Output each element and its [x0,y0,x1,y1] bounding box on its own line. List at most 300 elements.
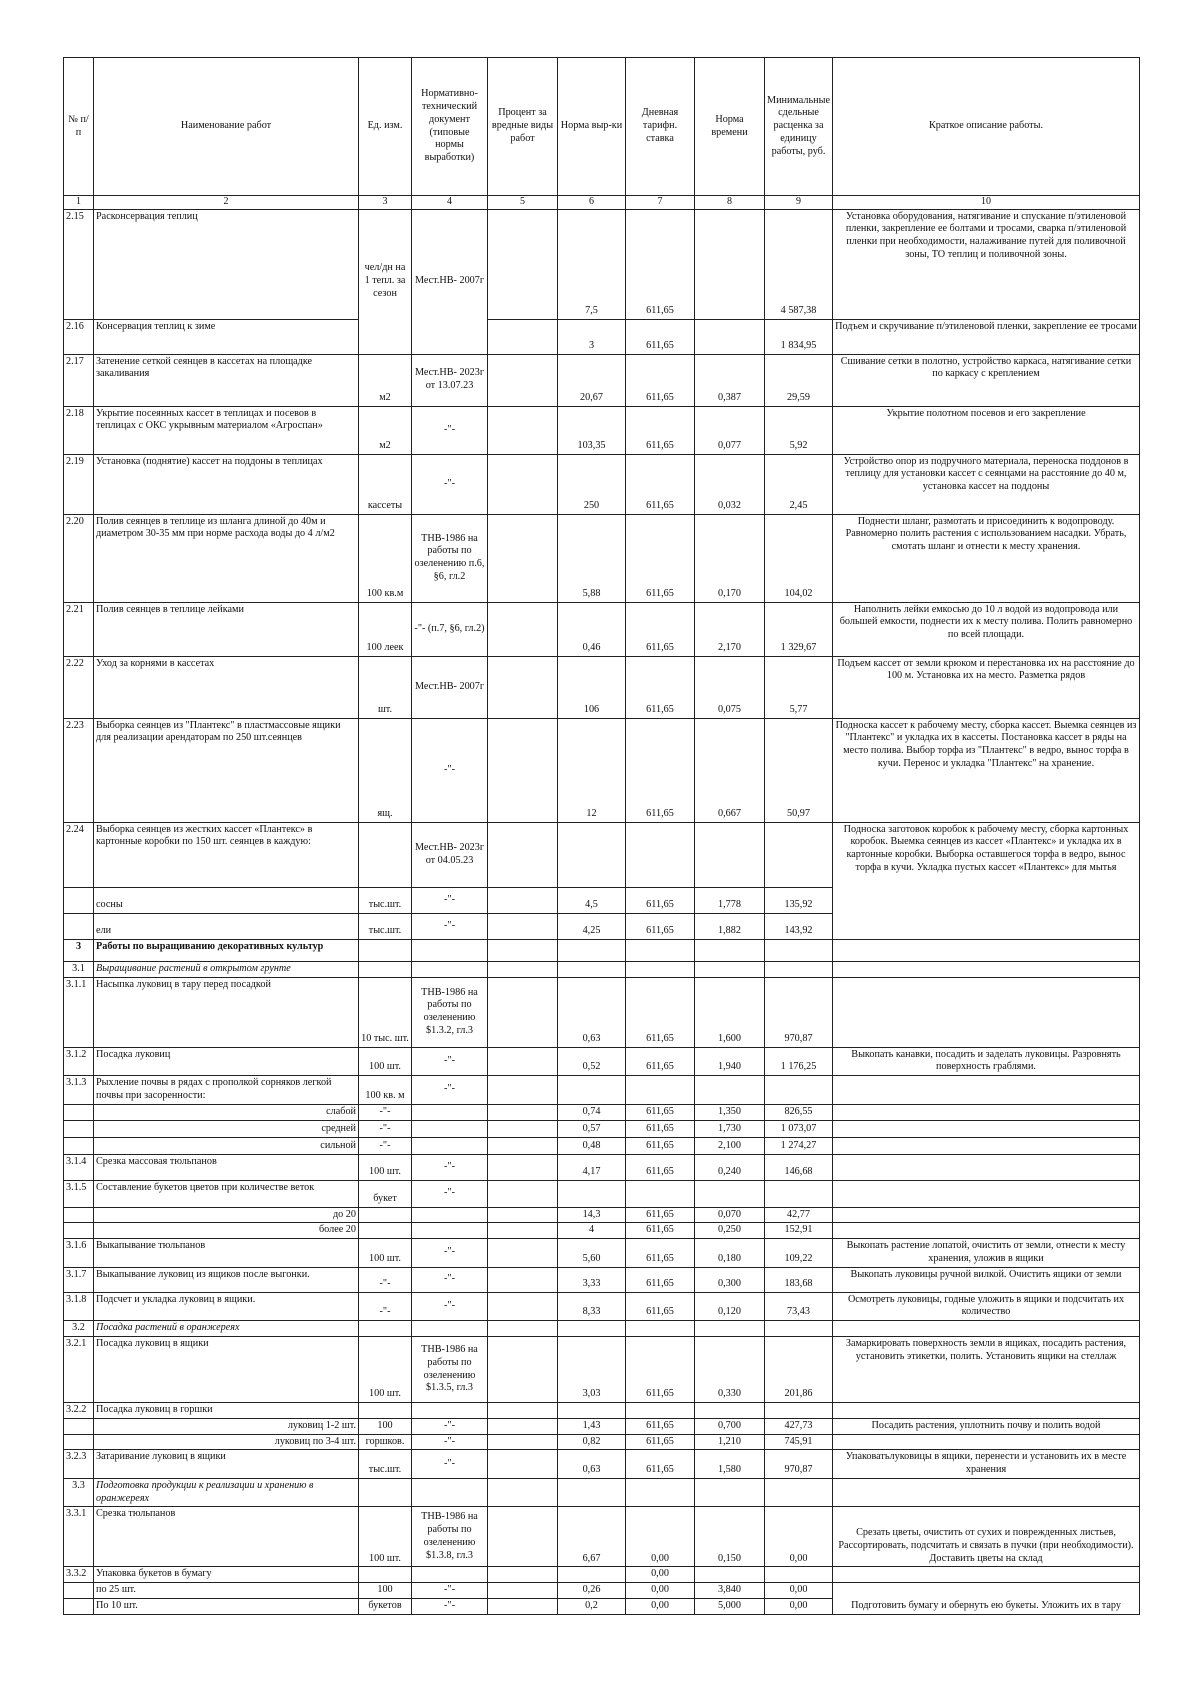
section-row [64,961,1140,977]
table-row [64,1292,1140,1321]
header-cell: Минимальные сдельные расценка за единицу работы, руб. [765,58,833,196]
daily-rate: 611,65 [626,1104,695,1120]
normative-doc: ТНВ-1986 на работы по озеленению $1.3.2, гл.3 [412,977,488,1047]
output-norm: 0,26 [558,1583,626,1599]
normative-doc: ТНВ-1986 на работы по озеленению $1.3.5, гл.3 [412,1337,488,1403]
work-name: Упаковка букетов в бумагу [94,1567,359,1583]
time-norm: 2,170 [695,602,765,656]
hazard-percent [488,913,558,939]
row-number [64,913,94,939]
row-number: 2.23 [64,718,94,822]
header-cell: Дневная тарифн. ставка [626,58,695,196]
work-name: Затенение сеткой сеянцев в кассетах на площадке закаливания [94,354,359,406]
empty-cell [695,1478,765,1507]
work-name: Затаривание луковиц в ящики [94,1450,359,1479]
subitem-row [64,1207,1140,1223]
unit-cell: м2 [359,354,412,406]
hazard-percent [488,1418,558,1434]
normative-doc: -"- [412,1583,488,1599]
work-name: Полив сеянцев в теплице из шланга длиной до 40м и диаметром 30-35 мм при норме расхода воды до 4 л/м2 [94,514,359,602]
unit-cell: -"- [359,1120,412,1137]
hazard-percent [488,887,558,913]
row-number [64,1137,94,1154]
row-number [64,1120,94,1137]
normative-doc: -"- [412,1239,488,1268]
daily-rate: 611,65 [626,1137,695,1154]
time-norm: 1,940 [695,1047,765,1076]
unit-cell: букет [359,1180,412,1207]
row-number: 3.2.2 [64,1403,94,1419]
time-norm [695,319,765,354]
daily-rate: 611,65 [626,1207,695,1223]
time-norm: 0,170 [695,514,765,602]
hazard-percent [488,514,558,602]
work-subitem: до 20 [94,1207,359,1223]
empty-cell [558,1478,626,1507]
work-name: Рыхление почвы в рядах с прополкой сорняков легкой почвы при засоренности: [94,1076,359,1105]
time-norm: 1,778 [695,887,765,913]
row-number [64,1583,94,1599]
row-number [64,1598,94,1614]
output-norm: 250 [558,454,626,514]
work-description: Срезать цветы, очистить от сухих и поврежденных листьев, Рассортировать, подсчитать и связать в пучки (при необходимости). Доставить цветы на склад [833,1507,1140,1567]
unit-cell: м2 [359,406,412,454]
piece-rate: 1 274,27 [765,1137,833,1154]
unit-cell [359,822,412,887]
section-title: Посадка растений в оранжереях [94,1321,359,1337]
table-row [64,718,1140,822]
output-norm: 12 [558,718,626,822]
output-norm [558,822,626,887]
section-number: 3.1 [64,961,94,977]
hazard-percent [488,1583,558,1599]
work-description: Установка оборудования, натягивание и спускание п/этиленовой пленки, закрепление ее болтами и тросами, сварка п/этиленовой пленки при необходимости, налаживание путей для поливочной зоны, ТО теплиц и поливочной зоны. [833,209,1140,319]
row-number: 3.3.2 [64,1567,94,1583]
section-row [64,939,1140,961]
subitem-row [64,1434,1140,1450]
unit-cell: кассеты [359,454,412,514]
piece-rate: 143,92 [765,913,833,939]
work-description [833,1434,1140,1450]
empty-cell [412,1478,488,1507]
time-norm: 2,100 [695,1137,765,1154]
empty-cell [488,961,558,977]
unit-cell [359,1567,412,1583]
work-description [833,1180,1140,1207]
table-body [64,209,1140,1614]
header-cell: Ед. изм. [359,58,412,196]
normative-doc: ТНВ-1986 на работы по озеленению $1.3.8, гл.3 [412,1507,488,1567]
row-number: 3.2.3 [64,1450,94,1479]
normative-doc: Мест.НВ- 2007г [412,209,488,354]
empty-cell [765,1478,833,1507]
hazard-percent [488,1076,558,1105]
row-number: 2.22 [64,656,94,718]
piece-rate: 0,00 [765,1583,833,1599]
hazard-percent [488,1450,558,1479]
output-norm: 4,25 [558,913,626,939]
table-row [64,1076,1140,1105]
normative-doc: Мест.НВ- 2023г от 13.07.23 [412,354,488,406]
hazard-percent [488,1047,558,1076]
output-norm: 0,74 [558,1104,626,1120]
time-norm: 0,032 [695,454,765,514]
piece-rate: 109,22 [765,1239,833,1268]
hazard-percent [488,1267,558,1292]
time-norm: 0,250 [695,1223,765,1239]
daily-rate: 611,65 [626,1120,695,1137]
row-number [64,1104,94,1120]
table-row [64,209,1140,319]
work-name: Установка (поднятие) кассет на поддоны в теплицах [94,454,359,514]
normative-doc: ТНВ-1986 на работы по озеленению п.6, §6, гл.2 [412,514,488,602]
table-row [64,1239,1140,1268]
unit-cell: тыс.шт. [359,1450,412,1479]
time-norm: 1,600 [695,977,765,1047]
daily-rate: 0,00 [626,1583,695,1599]
time-norm: 0,120 [695,1292,765,1321]
normative-doc [412,1403,488,1419]
section-row [64,1321,1140,1337]
unit-cell [359,1207,412,1223]
hazard-percent [488,977,558,1047]
hazard-percent [488,1337,558,1403]
empty-cell [359,961,412,977]
row-number: 3.1.8 [64,1292,94,1321]
daily-rate: 0,00 [626,1598,695,1614]
normative-doc: -"- [412,887,488,913]
work-description: Подъем и скручивание п/этиленовой пленки, закрепление ее тросами [833,319,1140,354]
table-row [64,1154,1140,1180]
daily-rate: 611,65 [626,514,695,602]
daily-rate: 611,65 [626,354,695,406]
daily-rate: 611,65 [626,406,695,454]
piece-rate: 2,45 [765,454,833,514]
daily-rate: 611,65 [626,1434,695,1450]
output-norm: 3 [558,319,626,354]
output-norm: 20,67 [558,354,626,406]
section-title: Работы по выращиванию декоративных культур [94,939,359,961]
piece-rate: 970,87 [765,1450,833,1479]
empty-cell [833,1321,1140,1337]
row-number: 3.2.1 [64,1337,94,1403]
normative-doc: -"- [412,454,488,514]
row-number: 3.3.1 [64,1507,94,1567]
time-norm: 1,350 [695,1104,765,1120]
daily-rate: 611,65 [626,913,695,939]
output-norm: 0,46 [558,602,626,656]
work-description: Посадить растения, уплотнить почву и полить водой [833,1418,1140,1434]
work-description [833,1403,1140,1419]
row-number: 2.21 [64,602,94,656]
normative-doc: -"- [412,1076,488,1105]
header-cell: Наименование работ [94,58,359,196]
output-norm: 4,17 [558,1154,626,1180]
table-row [64,1047,1140,1076]
time-norm: 0,077 [695,406,765,454]
normative-doc [412,1567,488,1583]
work-name: Выборка сеянцев из жестких кассет «Плантекс» в картонные коробки по 150 шт. сеянцев в каждую: [94,822,359,887]
time-norm: 0,700 [695,1418,765,1434]
output-norm [558,1567,626,1583]
hazard-percent [488,1223,558,1239]
work-name: Выкапывание тюльпанов [94,1239,359,1268]
time-norm [695,1076,765,1105]
daily-rate: 611,65 [626,1239,695,1268]
subitem-row [64,1104,1140,1120]
piece-rate: 104,02 [765,514,833,602]
empty-cell [558,961,626,977]
norms-document [63,57,1139,1615]
piece-rate: 826,55 [765,1104,833,1120]
row-number: 2.17 [64,354,94,406]
unit-cell: тыс.шт. [359,887,412,913]
unit-cell: -"- [359,1137,412,1154]
work-description [833,1207,1140,1223]
hazard-percent [488,406,558,454]
piece-rate: 1 176,25 [765,1047,833,1076]
section-number: 3.3 [64,1478,94,1507]
time-norm: 1,882 [695,913,765,939]
empty-cell [359,939,412,961]
work-name: Выкапывание луковиц из ящиков после выгонки. [94,1267,359,1292]
time-norm: 1,730 [695,1120,765,1137]
hazard-percent [488,1292,558,1321]
empty-cell [488,939,558,961]
row-number: 3.1.1 [64,977,94,1047]
empty-cell [833,939,1140,961]
row-number [64,887,94,913]
daily-rate: 611,65 [626,319,695,354]
work-name: Насыпка луковиц в тару перед посадкой [94,977,359,1047]
time-norm: 1,210 [695,1434,765,1450]
piece-rate: 146,68 [765,1154,833,1180]
hazard-percent [488,319,558,354]
work-description: Замаркировать поверхность земли в ящиках, посадить растения, установить этикетки, полить. Установить ящики на стеллаж [833,1337,1140,1403]
work-name: Укрытие посеянных кассет в теплицах и посевов в теплицах с ОКС укрывным материалом «Агроспан» [94,406,359,454]
empty-cell [488,1478,558,1507]
subitem-row [64,1137,1140,1154]
table-row [64,1403,1140,1419]
table-row [64,319,1140,354]
unit-cell: -"- [359,1267,412,1292]
work-description: Подноска заготовок коробок к рабочему месту, сборка картонных коробок. Выемка сеянцев из кассет «Плантекс» и укладка их в картонные коробки. Выборка оставшегося торфа в ведро, вынос торфа в кучи. Укладка пустых кассет «Плантекс» для мытья [833,822,1140,939]
section-title: Выращивание растений в открытом грунте [94,961,359,977]
time-norm: 0,667 [695,718,765,822]
row-number: 3.1.7 [64,1267,94,1292]
time-norm: 0,330 [695,1337,765,1403]
hazard-percent [488,1567,558,1583]
work-description: Подноска кассет к рабочему месту, сборка кассет. Выемка сеянцев из "Плантекс" и укладка их в кассеты. Постановка кассет в ряды на место полива. Выбор торфа из "Плантекс" в ведро, вынос торфа в кучи. Перенос и укладка "Плантекс" на хранение. [833,718,1140,822]
normative-doc [412,1104,488,1120]
normative-doc [412,1120,488,1137]
column-number: 2 [94,196,359,210]
work-subitem: сосны [94,887,359,913]
work-subitem: по 25 шт. [94,1583,359,1599]
work-description: Упаковатьлуковицы в ящики, перенести и установить их в месте хранения [833,1450,1140,1479]
work-subitem: более 20 [94,1223,359,1239]
piece-rate [765,1180,833,1207]
subitem-row [64,1583,1140,1599]
output-norm [558,1403,626,1419]
piece-rate: 1 834,95 [765,319,833,354]
output-norm: 106 [558,656,626,718]
column-number-row [64,196,1140,210]
normative-doc: Мест.НВ- 2007г [412,656,488,718]
column-number: 9 [765,196,833,210]
output-norm: 4 [558,1223,626,1239]
header-cell: № п/п [64,58,94,196]
output-norm: 0,57 [558,1120,626,1137]
work-name: Срезка тюльпанов [94,1507,359,1567]
output-norm: 0,48 [558,1137,626,1154]
column-number: 8 [695,196,765,210]
unit-cell: 100 кв. м [359,1076,412,1105]
empty-cell [412,1321,488,1337]
table-row [64,354,1140,406]
table-row [64,1180,1140,1207]
output-norm: 0,2 [558,1598,626,1614]
unit-cell: 100 шт. [359,1047,412,1076]
work-name: Консервация теплиц к зиме [94,319,359,354]
column-number: 7 [626,196,695,210]
section-title: Подготовка продукции к реализации и хранению в оранжереях [94,1478,359,1507]
unit-cell: горшков. [359,1434,412,1450]
work-subitem: слабой [94,1104,359,1120]
hazard-percent [488,1434,558,1450]
table-row [64,454,1140,514]
piece-rate: 201,86 [765,1337,833,1403]
empty-cell [488,1321,558,1337]
row-number: 2.19 [64,454,94,514]
output-norm: 0,52 [558,1047,626,1076]
output-norm: 5,60 [558,1239,626,1268]
daily-rate: 611,65 [626,602,695,656]
normative-doc: -"- [412,1047,488,1076]
time-norm: 0,240 [695,1154,765,1180]
empty-cell [765,939,833,961]
column-number: 4 [412,196,488,210]
header-cell: Норма времени [695,58,765,196]
hazard-percent [488,1507,558,1567]
time-norm: 0,070 [695,1207,765,1223]
output-norm: 3,33 [558,1267,626,1292]
hazard-percent [488,354,558,406]
work-subitem: средней [94,1120,359,1137]
column-number: 3 [359,196,412,210]
output-norm: 103,35 [558,406,626,454]
table-row [64,514,1140,602]
piece-rate: 4 587,38 [765,209,833,319]
time-norm [695,1567,765,1583]
table-row [64,1507,1140,1567]
daily-rate: 0,00 [626,1567,695,1583]
hazard-percent [488,1207,558,1223]
hazard-percent [488,1598,558,1614]
work-name: Подсчет и укладка луковиц в ящики. [94,1292,359,1321]
table-row [64,1567,1140,1583]
daily-rate: 611,65 [626,977,695,1047]
piece-rate: 183,68 [765,1267,833,1292]
row-number: 3.1.3 [64,1076,94,1105]
normative-doc: -"- [412,1180,488,1207]
table-row [64,602,1140,656]
normative-doc: -"- [412,1292,488,1321]
hazard-percent [488,718,558,822]
work-description: Подъем кассет от земли крюком и перестановка их на расстояние до 100 м. Установка их на место. Разметка рядов [833,656,1140,718]
empty-cell [558,939,626,961]
row-number: 2.15 [64,209,94,319]
work-description: Наполнить лейки емкосью до 10 л водой из водопровода или большей емкости, поднести их к месту полива. Полить равномерно по всей площади. [833,602,1140,656]
work-subitem: луковиц 1-2 шт. [94,1418,359,1434]
row-number [64,1207,94,1223]
daily-rate: 611,65 [626,1047,695,1076]
table-row [64,822,1140,887]
hazard-percent [488,1120,558,1137]
daily-rate: 611,65 [626,718,695,822]
time-norm [695,822,765,887]
work-description: Выкопать луковицы ручной вилкой. Очистить ящики от земли [833,1267,1140,1292]
subitem-row [64,1223,1140,1239]
work-description [833,1076,1140,1105]
daily-rate: 611,65 [626,209,695,319]
unit-cell: 100 шт. [359,1239,412,1268]
section-number: 3.2 [64,1321,94,1337]
unit-cell [359,1403,412,1419]
table-row [64,1450,1140,1479]
daily-rate: 611,65 [626,1223,695,1239]
normative-doc: -"- [412,1450,488,1479]
output-norm: 3,03 [558,1337,626,1403]
hazard-percent [488,822,558,887]
work-description [833,1154,1140,1180]
work-name: Полив сеянцев в теплице лейками [94,602,359,656]
output-norm [558,1180,626,1207]
daily-rate: 611,65 [626,1154,695,1180]
section-row [64,1478,1140,1507]
piece-rate [765,1076,833,1105]
empty-cell [833,1478,1140,1507]
piece-rate: 5,77 [765,656,833,718]
time-norm [695,1180,765,1207]
output-norm: 4,5 [558,887,626,913]
work-subitem: сильной [94,1137,359,1154]
work-description [833,1223,1140,1239]
time-norm: 0,300 [695,1267,765,1292]
normative-doc: Мест.НВ- 2023г от 04.05.23 [412,822,488,887]
work-description: Устройство опор из подручного материала, переноска поддонов в теплицу для установки кассет с сеянцами на расстояние до 40 м, установка кассет на поддоны [833,454,1140,514]
output-norm: 0,82 [558,1434,626,1450]
piece-rate: 970,87 [765,977,833,1047]
work-name: Посадка луковиц в ящики [94,1337,359,1403]
table-row [64,1337,1140,1403]
row-number: 2.24 [64,822,94,887]
column-number: 10 [833,196,1140,210]
hazard-percent [488,1137,558,1154]
empty-cell [626,961,695,977]
work-description [833,1567,1140,1583]
column-number: 5 [488,196,558,210]
work-description: Поднести шланг, размотать и присоединить к водопроводу. Равномерно полить растения с использованием насадки. Убрать, смотать шланг и отнести к месту хранения. [833,514,1140,602]
daily-rate: 611,65 [626,1418,695,1434]
output-norm: 7,5 [558,209,626,319]
table-row [64,977,1140,1047]
hazard-percent [488,1154,558,1180]
normative-doc [412,1207,488,1223]
empty-cell [695,961,765,977]
unit-cell: 10 тыс. шт. [359,977,412,1047]
daily-rate: 611,65 [626,1292,695,1321]
